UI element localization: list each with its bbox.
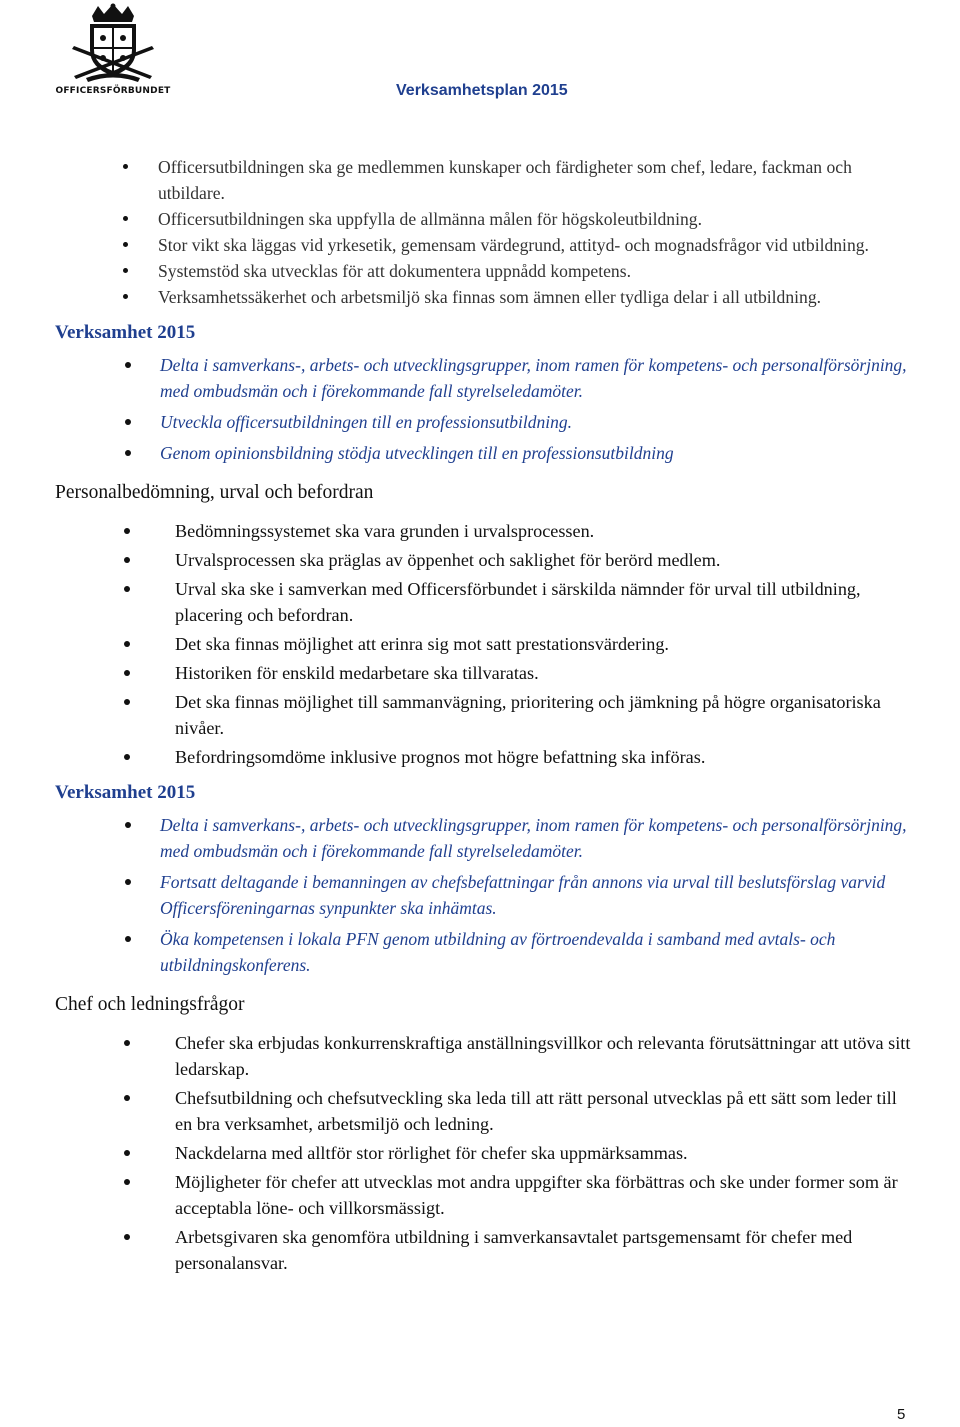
bullet-icon: [124, 754, 130, 760]
list-item: Bedömningssystemet ska vara grunden i urvalsprocessen.: [55, 518, 915, 544]
bullet-icon: [124, 641, 130, 647]
document-title: Verksamhetsplan 2015: [396, 82, 568, 99]
bullet-icon: [124, 1095, 130, 1101]
bullet-icon: [125, 450, 131, 456]
section-heading-chef: Chef och ledningsfrågor: [55, 994, 245, 1015]
bullet-icon: [125, 822, 131, 828]
verksamhet-2-list: [55, 812, 915, 978]
list-item: Arbetsgivaren ska genomföra utbildning i samverkansavtalet partsgemensamt för chefer med personalansvar.: [55, 1224, 915, 1276]
list-item: Befordringsomdöme inklusive prognos mot högre befattning ska införas.: [55, 744, 915, 770]
bullet-icon: [124, 528, 130, 534]
crown-shield-icon: [52, 2, 174, 88]
bullet-icon: [123, 242, 128, 247]
bullet-icon: [123, 268, 128, 273]
bullet-icon: [125, 936, 131, 942]
list-item: Genom opinionsbildning stödja utvecklingen till en professionsutbildning: [55, 440, 915, 466]
bullet-icon: [125, 362, 131, 368]
list-item: Delta i samverkans-, arbets- och utvecklingsgrupper, inom ramen för kompetens- och personalförsörjning, med ombudsmän och i förekommande fall styrelseledamöter.: [55, 812, 915, 864]
list-item: Nackdelarna med alltför stor rörlighet för chefer ska uppmärksammas.: [55, 1140, 915, 1166]
list-item: Urval ska ske i samverkan med Officersförbundet i särskilda nämnder för urval till utbildning, placering och befordran.: [55, 576, 915, 628]
bullet-icon: [123, 294, 128, 299]
logo-wordmark: OFFICERSFÖRBUNDET: [55, 86, 171, 96]
list-item: Officersutbildningen ska ge medlemmen kunskaper och färdigheter som chef, ledare, fackman och utbildare.: [55, 154, 915, 206]
bullet-icon: [124, 1179, 130, 1185]
bullet-icon: [125, 419, 131, 425]
bullet-icon: [123, 216, 128, 221]
list-item: Det ska finnas möjlighet att erinra sig mot satt prestationsvärdering.: [55, 631, 915, 657]
list-item: Det ska finnas möjlighet till sammanvägning, prioritering och jämkning på högre organisatoriska nivåer.: [55, 689, 915, 741]
page-content: [55, 154, 915, 1279]
page-number: 5: [897, 1406, 906, 1423]
list-item: Urvalsprocessen ska präglas av öppenhet och saklighet för berörd medlem.: [55, 547, 915, 573]
list-item: Fortsatt deltagande i bemanningen av chefsbefattningar från annons via urval till beslutsförslag varvid Officersföreningarnas synpunkter ska inhämtas.: [55, 869, 915, 921]
list-item: Utveckla officersutbildningen till en professionsutbildning.: [55, 409, 915, 435]
bullet-icon: [124, 586, 130, 592]
list-item: Systemstöd ska utvecklas för att dokumentera uppnådd kompetens.: [55, 258, 915, 284]
page-header: [0, 0, 960, 108]
list-item: Öka kompetensen i lokala PFN genom utbildning av förtroendevalda i samband med avtals- och utbildningskonferens.: [55, 926, 915, 978]
bullet-icon: [123, 164, 128, 169]
chef-list: [55, 1030, 915, 1276]
bullet-icon: [124, 670, 130, 676]
bullet-icon: [124, 1040, 130, 1046]
list-item: Verksamhetssäkerhet och arbetsmiljö ska finnas som ämnen eller tydliga delar i all utbildning.: [55, 284, 915, 310]
list-item: Chefer ska erbjudas konkurrenskraftiga anställningsvillkor och relevanta förutsättningar att utöva sitt ledarskap.: [55, 1030, 915, 1082]
bullet-icon: [125, 879, 131, 885]
list-item: Officersutbildningen ska uppfylla de allmänna målen för högskoleutbildning.: [55, 206, 915, 232]
verksamhet-1-list: [55, 352, 915, 466]
bullet-icon: [124, 699, 130, 705]
section-heading-personal: Personalbedömning, urval och befordran: [55, 482, 374, 503]
bullet-icon: [124, 1150, 130, 1156]
personal-list: [55, 518, 915, 770]
bullet-icon: [124, 1234, 130, 1240]
list-item: Historiken för enskild medarbetare ska tillvaratas.: [55, 660, 915, 686]
list-item: Delta i samverkans-, arbets- och utvecklingsgrupper, inom ramen för kompetens- och personalförsörjning, med ombudsmän och i förekommande fall styrelseledamöter.: [55, 352, 915, 404]
list-item: Chefsutbildning och chefsutveckling ska leda till att rätt personal utvecklas på ett sätt som leder till en bra verksamhet, arbetsmiljö och ledning.: [55, 1085, 915, 1137]
section-heading-verksamhet-2: Verksamhet 2015: [55, 782, 196, 803]
section-heading-verksamhet-1: Verksamhet 2015: [55, 322, 196, 343]
list-item: Stor vikt ska läggas vid yrkesetik, gemensam värdegrund, attityd- och mognadsfrågor vid utbildning.: [55, 232, 915, 258]
officersforbundet-logo: [52, 2, 174, 102]
bullet-icon: [124, 557, 130, 563]
list-item: Möjligheter för chefer att utvecklas mot andra uppgifter ska förbättras och ske under former som är acceptabla löne- och villkorsmässigt.: [55, 1169, 915, 1221]
intro-list: [55, 154, 915, 310]
